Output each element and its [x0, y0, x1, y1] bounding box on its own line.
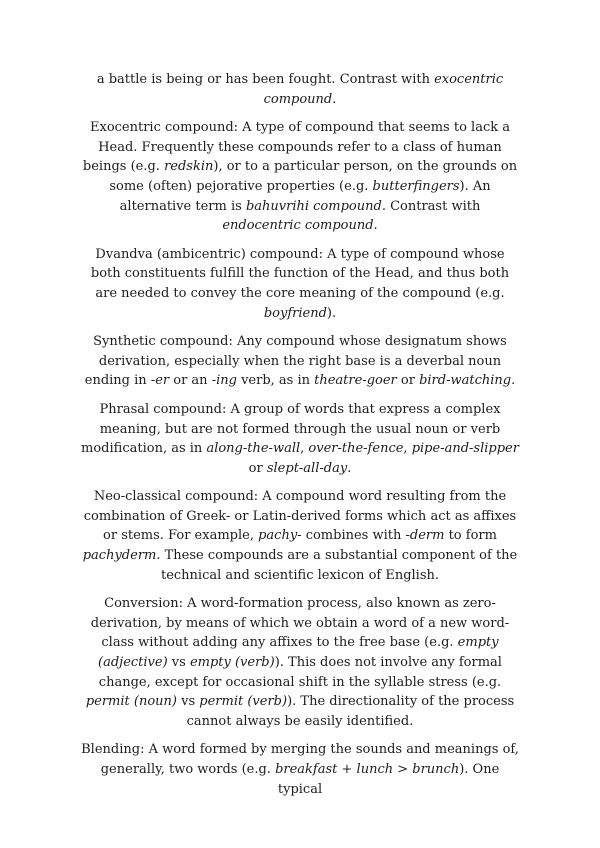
text-run: Neo-classical compound: A compound word resulting from the combination of Greek- or Latin-derived forms which act as affixes or stems. For example,: [83, 489, 517, 544]
italic-term: bird-watching: [419, 373, 512, 389]
text-run: Synthetic compound: Any compound whose designatum shows derivation, especially when the right base is a deverbal noun ending in: [84, 334, 507, 389]
italic-term: exocentric compound: [263, 72, 504, 107]
text-run: ). The directionality of the process cannot always be easily identified.: [186, 694, 515, 729]
text-run: a battle is being or has been fought. Contrast with: [96, 72, 435, 87]
text-run: to form: [444, 528, 497, 544]
italic-term: empty (verb): [189, 655, 275, 671]
paragraph-exocentric-compound: [80, 118, 520, 236]
italic-term: pachyderm: [82, 548, 157, 564]
italic-term: redskin: [164, 159, 214, 175]
text-run: verb, as in: [236, 373, 315, 389]
text-run: or an: [169, 373, 212, 389]
italic-term: permit (verb): [199, 694, 288, 710]
text-run: combines with: [301, 528, 406, 544]
paragraph-dvandva-compound: [80, 245, 520, 323]
text-run: .: [511, 373, 516, 389]
text-run: ). An alternative term is: [119, 178, 491, 214]
paragraph-phrasal-compound: [80, 400, 520, 478]
text-run: Phrasal compound: A group of words that express a complex meaning, but are not formed through the usual noun or verb modification, as in: [81, 401, 501, 457]
italic-term: -er: [150, 373, 170, 389]
paragraph-battle-continuation: [80, 70, 520, 109]
text-run: .: [373, 218, 378, 234]
paragraph-neo-classical-compound: [80, 487, 520, 585]
italic-term: permit (noun): [85, 694, 177, 710]
italic-term: breakfast + lunch > brunch: [275, 762, 460, 777]
italic-term: bahuvrihi compound: [245, 198, 382, 214]
text-run: ), or to a particular person, on the grounds on some (often) pejorative properties (e.g.: [109, 159, 518, 194]
italic-term: along-the-wall: [206, 441, 301, 457]
text-run: ).: [326, 305, 337, 321]
text-run: .: [332, 91, 337, 107]
text-run: vs: [167, 655, 190, 671]
paragraph-synthetic-compound: [80, 332, 520, 391]
italic-term: pipe-and-slipper: [411, 441, 519, 457]
paragraph-conversion: [80, 594, 520, 731]
text-run: vs: [177, 694, 200, 710]
text-run: Conversion: A word-formation process, also known as zero-derivation, by means of which we obtain a word of a new word-class without adding any affixes to the free base (e.g.: [90, 596, 510, 651]
italic-term: butterfingers: [372, 178, 460, 194]
italic-term: theatre-goer: [314, 373, 397, 389]
text-run: ). One typical: [277, 762, 500, 797]
text-run: ). This does not involve any formal change, except for occasional shift in the syllable stress (e.g.: [98, 655, 502, 690]
text-run: . These compounds are a substantial component of the technical and scientific lexicon of English.: [156, 548, 518, 583]
text-run: . Contrast with: [381, 198, 481, 214]
italic-term: empty (adjective): [98, 635, 499, 671]
italic-term: boyfriend: [263, 305, 327, 321]
italic-term: over-the-fence: [308, 441, 404, 457]
text-run: .: [347, 460, 352, 476]
italic-term: endocentric compound: [222, 218, 374, 234]
italic-term: pachy-: [258, 528, 302, 544]
italic-term: slept-all-day: [266, 460, 348, 476]
text-run: ,: [300, 441, 309, 457]
glossary-page: [80, 70, 520, 808]
italic-term: -derm: [405, 528, 445, 544]
text-run: Dvandva (ambicentric) compound: A type of compound whose both constituents fulfill the function of the Head, and thus both are needed to convey the core meaning of the compound (e.g.: [90, 246, 510, 301]
text-run: Blending: A word formed by merging the sounds and meanings of, generally, two words (e.g.: [81, 742, 519, 777]
text-run: Exocentric compound: A type of compound that seems to lack a Head. Frequently these compounds refer to a class of human beings (e.g.: [82, 120, 510, 175]
text-run: or: [248, 460, 267, 476]
text-run: ,: [403, 441, 412, 457]
paragraph-blending: [80, 740, 520, 799]
italic-term: -ing: [211, 373, 237, 389]
text-run: or: [396, 373, 420, 389]
